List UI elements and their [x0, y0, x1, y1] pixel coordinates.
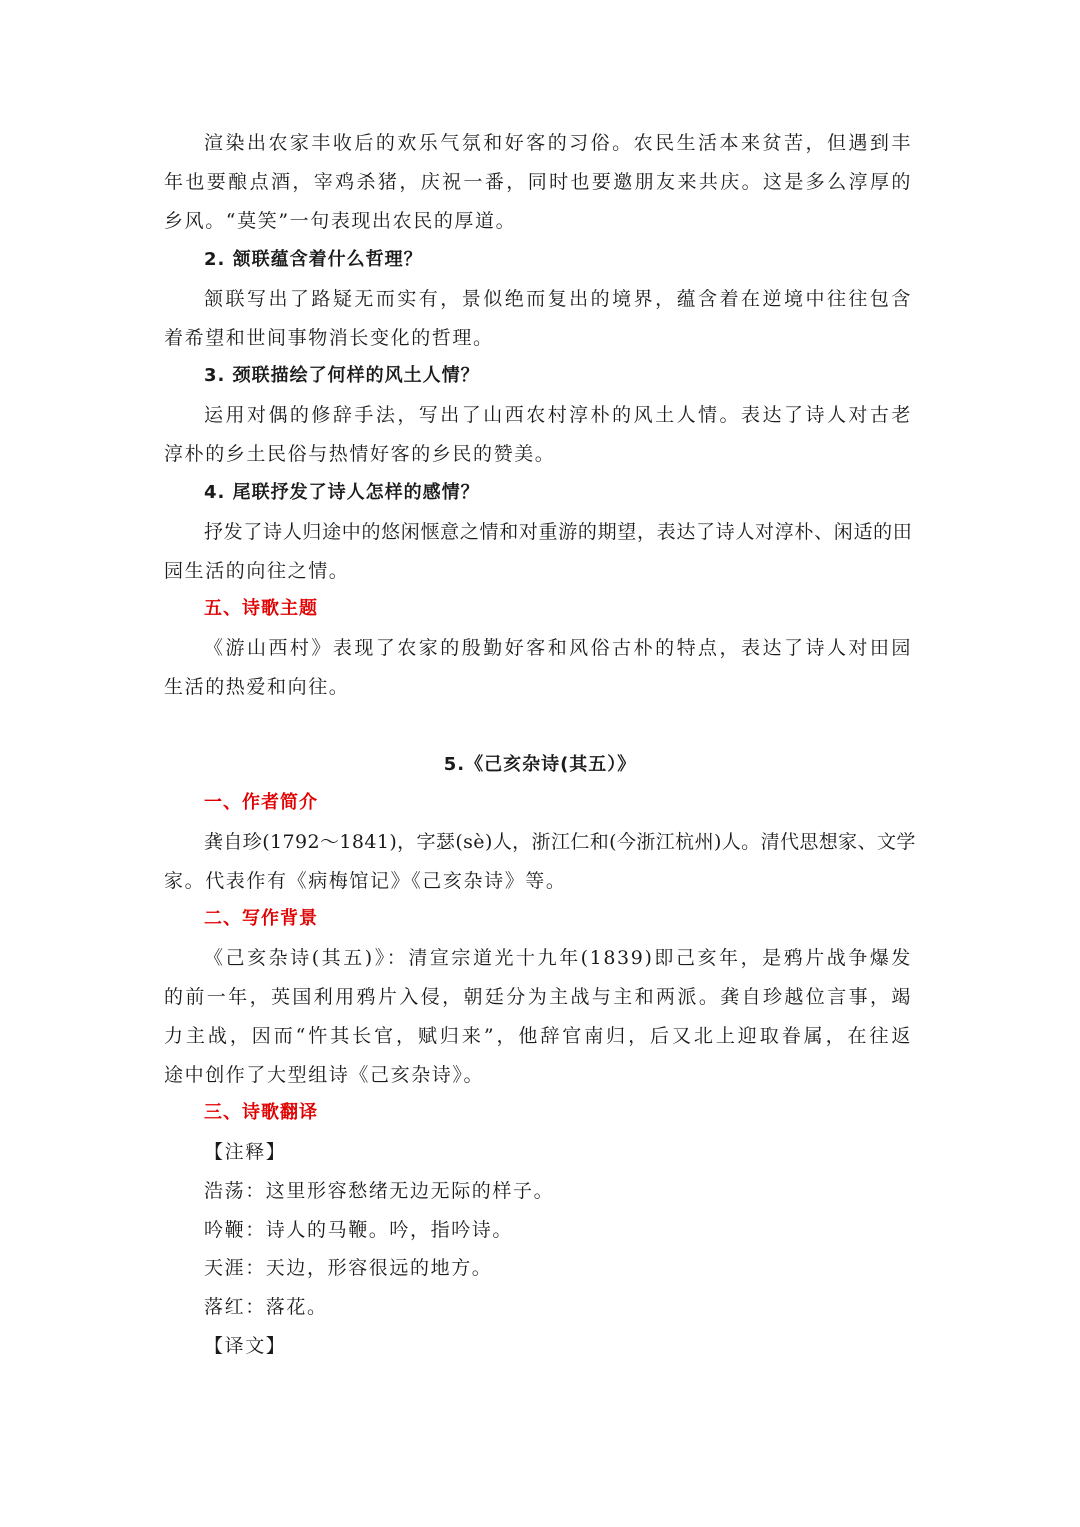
section-heading: 一、作者简介: [204, 792, 318, 813]
paragraph-line: 的前一年，英国利用鸦片入侵，朝廷分为主战与主和两派。龚自珍越位言事，竭: [164, 986, 912, 1008]
paragraph-line: 渲染出农家丰收后的欢乐气氛和好客的习俗。农民生活本来贫苦，但遇到丰: [204, 132, 912, 154]
note-item: 吟鞭：诗人的马鞭。吟，指吟诗。: [204, 1219, 514, 1241]
question-heading: 3. 颈联描绘了何样的风土人情？: [204, 365, 480, 386]
section-heading: 三、诗歌翻译: [204, 1102, 318, 1123]
paragraph-line: 乡风。“莫笑”一句表现出农民的厚道。: [164, 210, 517, 232]
section-heading: 五、诗歌主题: [204, 598, 318, 619]
paragraph-line: 途中创作了大型组诗《己亥杂诗》。: [164, 1064, 485, 1086]
paragraph-line: 力主战，因而“忤其长官，赋归来”，他辞官南归，后又北上迎取眷属，在往返: [164, 1025, 912, 1047]
question-heading: 4. 尾联抒发了诗人怎样的感情？: [204, 482, 480, 503]
question-heading: 2. 颔联蕴含着什么哲理？: [204, 249, 423, 270]
paragraph-line: 抒发了诗人归途中的悠闲惬意之情和对重游的期望，表达了诗人对淳朴、闲适的田: [204, 521, 912, 543]
note-item: 浩荡：这里形容愁绪无边无际的样子。: [204, 1180, 555, 1202]
translation-label: 【译文】: [204, 1335, 287, 1357]
note-item: 天涯：天边，形容很远的地方。: [204, 1257, 493, 1279]
paragraph-line: 园生活的向往之情。: [164, 560, 350, 582]
note-item: 落红：落花。: [204, 1296, 328, 1318]
section-heading: 二、写作背景: [204, 908, 318, 929]
notes-label: 【注释】: [204, 1141, 287, 1163]
paragraph-line: 家。代表作有《病梅馆记》《己亥杂诗》等。: [164, 870, 567, 892]
paragraph-line: 颔联写出了路疑无而实有，景似绝而复出的境界，蕴含着在逆境中往往包含: [204, 288, 912, 310]
paragraph-line: 《己亥杂诗(其五)》：清宣宗道光十九年(1839)即己亥年，是鸦片战争爆发: [204, 947, 912, 969]
poem-title: 5.《己亥杂诗(其五）》: [443, 754, 637, 775]
paragraph-line: 生活的热爱和向往。: [164, 676, 350, 698]
paragraph-line: 淳朴的乡土民俗与热情好客的乡民的赞美。: [164, 443, 556, 465]
paragraph-line: 年也要酿点酒，宰鸡杀猪，庆祝一番，同时也要邀朋友来共庆。这是多么淳厚的: [164, 171, 912, 193]
paragraph-line: 龚自珍(1792～1841)，字瑟(sè)人，浙江仁和(今浙江杭州)人。清代思想家、文学: [204, 831, 916, 853]
paragraph-line: 《游山西村》表现了农家的殷勤好客和风俗古朴的特点，表达了诗人对田园: [204, 637, 912, 659]
paragraph-line: 着希望和世间事物消长变化的哲理。: [164, 327, 494, 349]
paragraph-line: 运用对偶的修辞手法，写出了山西农村淳朴的风土人情。表达了诗人对古老: [204, 404, 912, 426]
